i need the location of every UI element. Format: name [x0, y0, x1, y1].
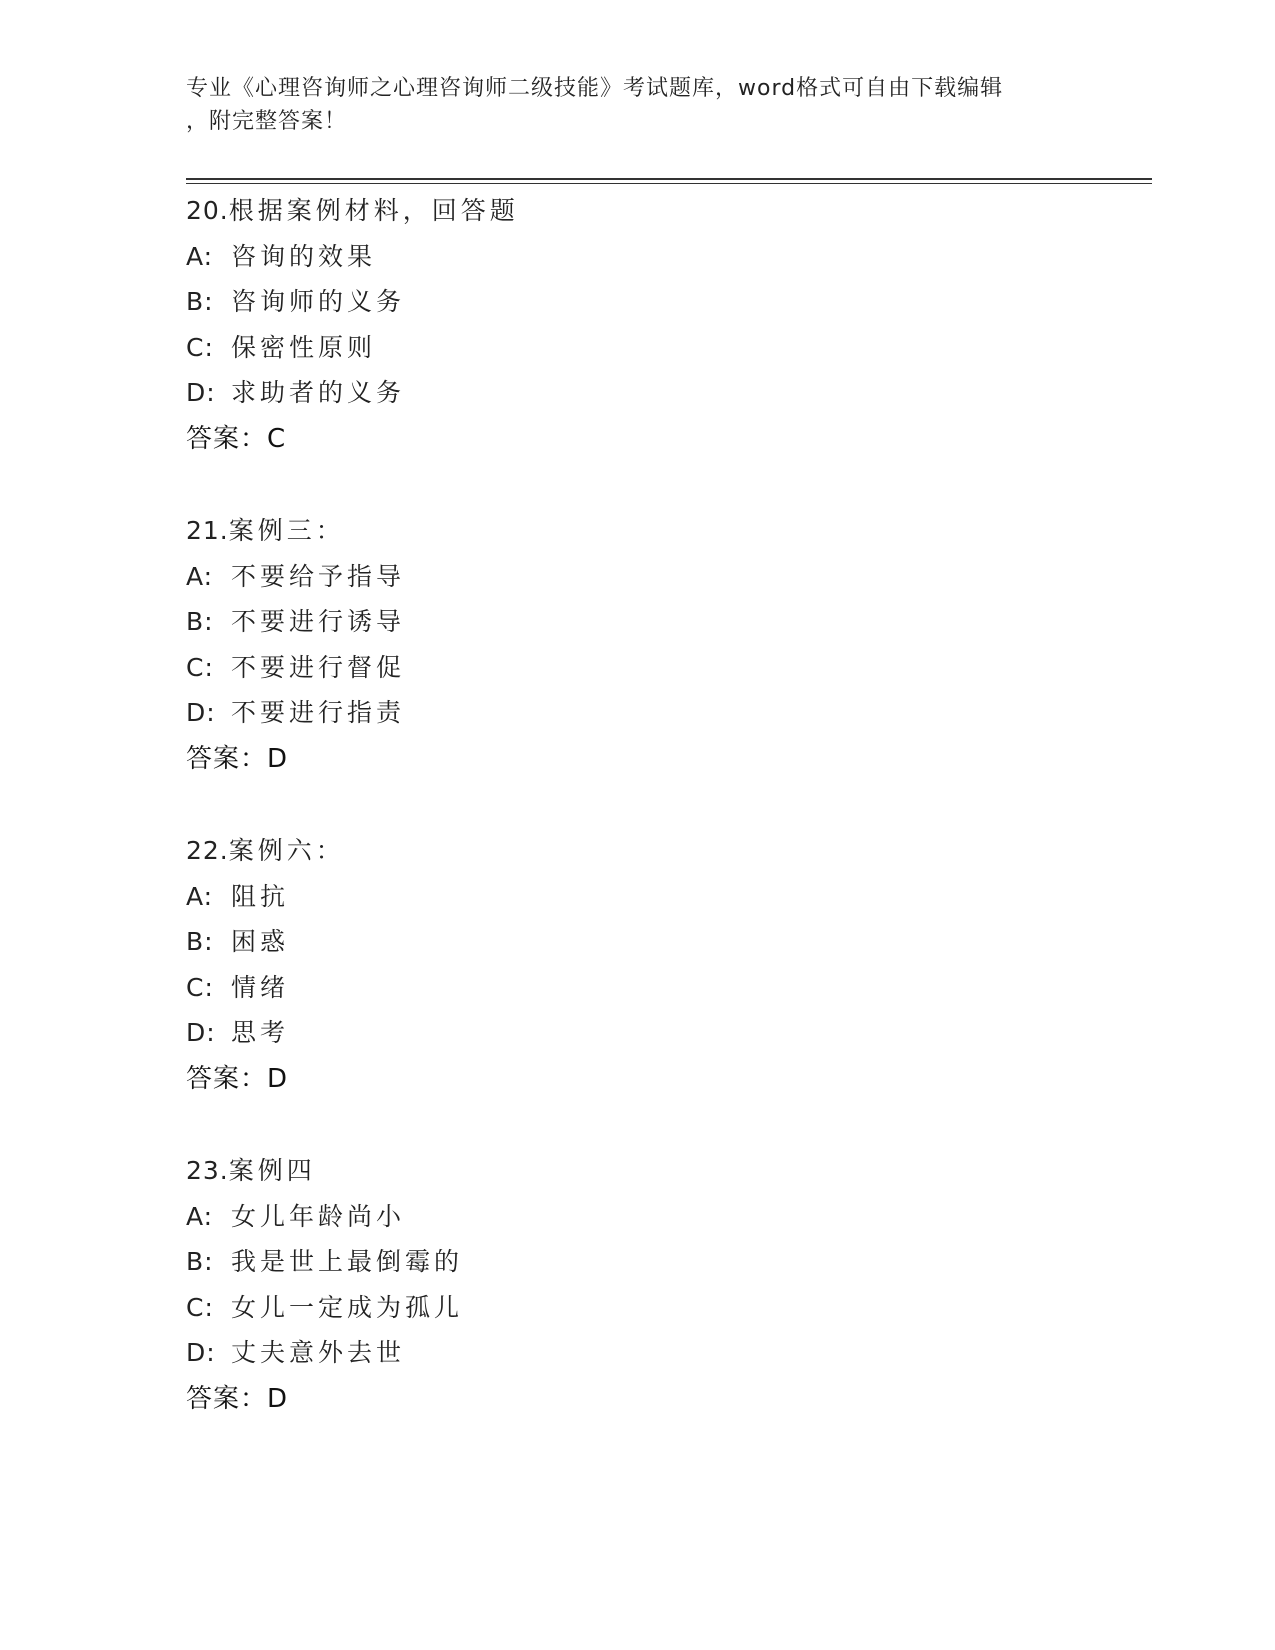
option-c	[186, 645, 1146, 691]
answer-line: 答案：C	[186, 423, 287, 454]
option-letter: D:	[186, 1338, 216, 1368]
header-divider-thin	[186, 183, 1152, 184]
header-divider-thick	[186, 178, 1152, 180]
option-c	[186, 1285, 1146, 1331]
option-letter: A:	[186, 241, 214, 271]
option-d	[186, 1010, 1146, 1056]
option-text: 咨询的效果	[231, 241, 377, 271]
option-text: 我是世上最倒霉的	[231, 1247, 464, 1277]
option-b	[186, 279, 1146, 325]
answer-line: 答案：D	[186, 743, 289, 774]
option-letter: B:	[186, 287, 214, 317]
question-stem	[186, 188, 1146, 234]
option-letter: C:	[186, 1292, 214, 1322]
option-letter: C:	[186, 972, 214, 1002]
question-20	[186, 188, 1146, 462]
question-text: 根据案例材料，回答题	[228, 196, 519, 225]
option-text: 不要进行指责	[231, 698, 406, 728]
option-letter: C:	[186, 652, 214, 682]
option-d	[186, 370, 1146, 416]
question-text: 案例三：	[228, 515, 345, 545]
option-letter: A:	[186, 881, 214, 911]
question-23	[186, 1148, 1146, 1422]
question-number: 23.	[186, 1155, 229, 1185]
document-header	[186, 72, 1066, 138]
question-stem	[186, 828, 1146, 874]
question-number: 21.	[186, 515, 229, 545]
option-a	[186, 554, 1146, 600]
option-letter: D:	[186, 1018, 216, 1048]
option-letter: B:	[186, 1247, 214, 1277]
option-a	[186, 874, 1146, 920]
option-letter: B:	[186, 607, 214, 637]
question-list	[186, 188, 1146, 1468]
question-stem	[186, 1148, 1146, 1194]
option-text: 阻抗	[231, 881, 290, 911]
question-number: 22.	[186, 835, 229, 865]
option-text: 保密性原则	[231, 332, 377, 362]
question-text: 案例六：	[228, 835, 345, 865]
header-line-1: 专业《心理咨询师之心理咨询师二级技能》考试题库，word格式可自由下载编辑	[186, 76, 1004, 101]
question-number: 20.	[186, 196, 229, 225]
option-letter: A:	[186, 561, 214, 591]
option-a	[186, 1194, 1146, 1240]
option-c	[186, 325, 1146, 371]
question-stem	[186, 508, 1146, 554]
option-text: 女儿年龄尚小	[231, 1201, 406, 1231]
option-text: 情绪	[231, 972, 290, 1002]
option-c	[186, 965, 1146, 1011]
option-text: 不要进行诱导	[231, 607, 406, 637]
option-b	[186, 919, 1146, 965]
option-text: 咨询师的义务	[231, 287, 406, 317]
header-line-2: ，附完整答案！	[186, 109, 348, 134]
option-b	[186, 1239, 1146, 1285]
question-22	[186, 828, 1146, 1102]
option-letter: B:	[186, 927, 214, 957]
option-text: 女儿一定成为孤儿	[231, 1292, 464, 1322]
option-text: 不要给予指导	[231, 561, 406, 591]
option-b	[186, 599, 1146, 645]
question-21	[186, 508, 1146, 782]
option-d	[186, 690, 1146, 736]
question-text: 案例四	[228, 1155, 316, 1185]
option-d	[186, 1330, 1146, 1376]
option-text: 思考	[231, 1018, 290, 1048]
option-text: 丈夫意外去世	[231, 1338, 406, 1368]
option-letter: D:	[186, 698, 216, 728]
answer-line: 答案：D	[186, 1063, 289, 1094]
option-letter: D:	[186, 378, 216, 408]
option-a	[186, 234, 1146, 280]
option-text: 不要进行督促	[231, 652, 406, 682]
answer-line: 答案：D	[186, 1383, 289, 1414]
option-letter: C:	[186, 332, 214, 362]
option-letter: A:	[186, 1201, 214, 1231]
option-text: 求助者的义务	[231, 378, 406, 408]
option-text: 困惑	[231, 927, 290, 957]
